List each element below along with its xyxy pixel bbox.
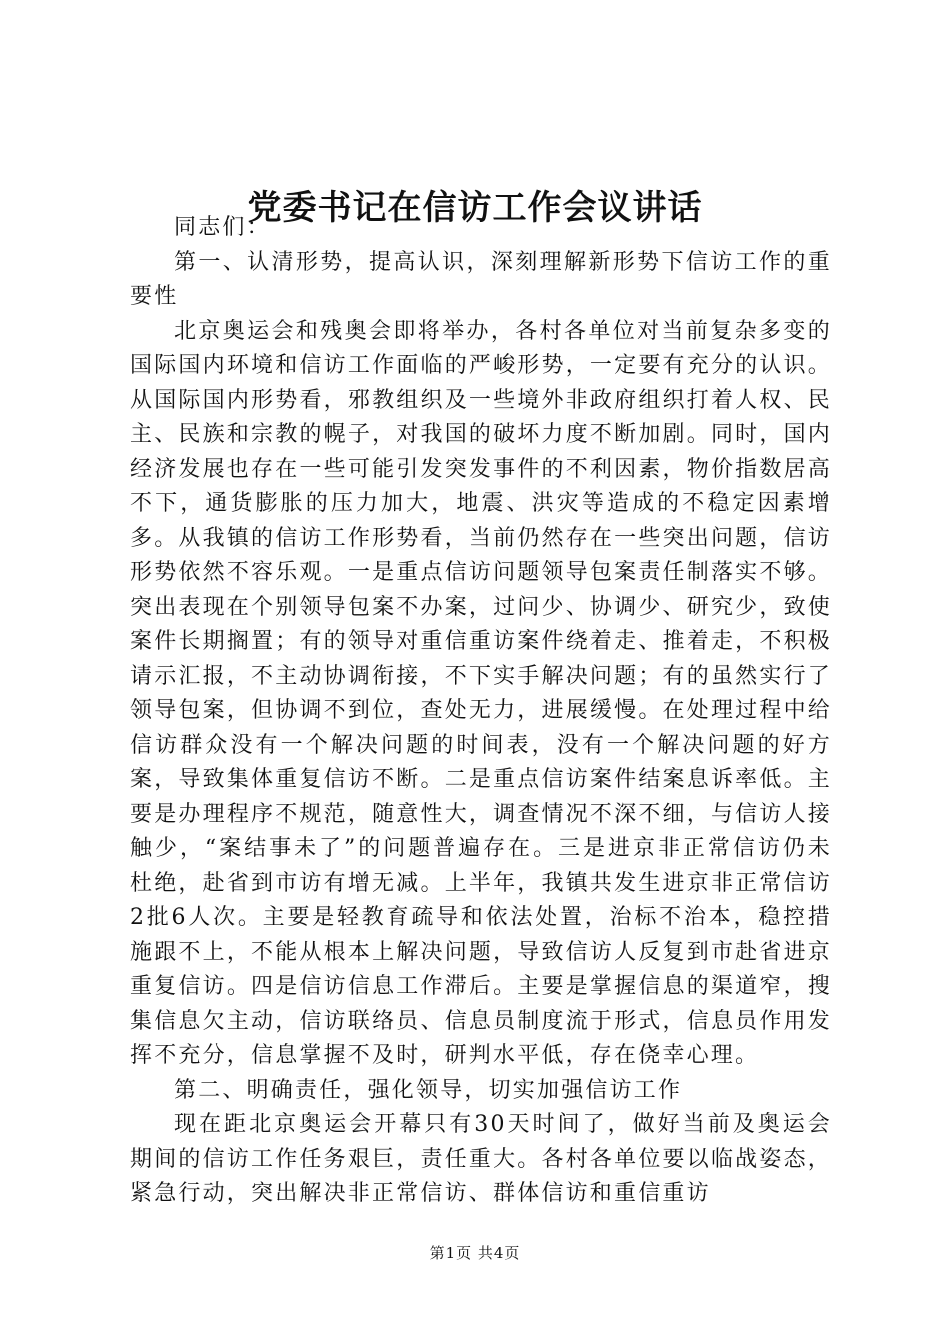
salutation-paragraph: 同志们：	[174, 215, 271, 240]
section-heading-1: 第一、认清形势，提高认识，深刻理解新形势下信访工作的重要性	[130, 249, 832, 309]
section-heading-2: 第二、明确责任，强化领导，切实加强信访工作	[174, 1077, 683, 1103]
page-footer: 第1页 共4页	[429, 1244, 521, 1262]
body-paragraph: 现在距北京奥运会开幕只有30天时间了，做好当前及奥运会期间的信访工作任务艰巨，责任重大。各村各单位要以临战姿态，紧急行动，突出解决非正常信访、群体信访和重信重访	[130, 1112, 832, 1206]
document-title: 党委书记在信访工作会议讲话	[247, 188, 703, 228]
body-paragraph: 北京奥运会和残奥会即将举办，各村各单位对当前复杂多变的国际国内环境和信访工作面临的严峻形势，一定要有充分的认识。从国际国内形势看，邪教组织及一些境外非政府组织打着人权、民主、民族和宗教的幌子，对我国的破坏力度不断加剧。同时，国内经济发展也存在一些可能引发突发事件的不利因素，物价指数居高不下，通货膨胀的压力加大，地震、洪灾等造成的不稳定因素增多。从我镇的信访工作形势看，当前仍然存在一些突出问题，信访形势依然不容乐观。一是重点信访问题领导包案责任制落实不够。突出表现在个别领导包案不办案，过问少、协调少、研究少，致使案件长期搁置；有的领导对重信重访案件绕着走、推着走，不积极请示汇报，不主动协调衔接，不下实手解决问题；有的虽然实行了领导包案，但协调不到位，查处无力，进展缓慢。在处理过程中给信访群众没有一个解决问题的时间表，没有一个解决问题的好方案，导致集体重复信访不断。二是重点信访案件结案息诉率低。主要是办理程序不规范，随意性大，调查情况不深不细，与信访人接触少，“案结事未了”的问题普遍存在。三是进京非正常信访仍未杜绝，赴省到市访有增无减。上半年，我镇共发生进京非正常信访2批6人次。主要是轻教育疏导和依法处置，治标不治本，稳控措施跟不上，不能从根本上解决问题，导致信访人反复到市赴省进京重复信访。四是信访信息工作滞后。主要是掌握信息的渠道窄，搜集信息欠主动，信访联络员、信息员制度流于形式，信息员作用发挥不充分，信息掌握不及时，研判水平低，存在侥幸心理。	[130, 318, 832, 1068]
document-body	[130, 211, 832, 1212]
